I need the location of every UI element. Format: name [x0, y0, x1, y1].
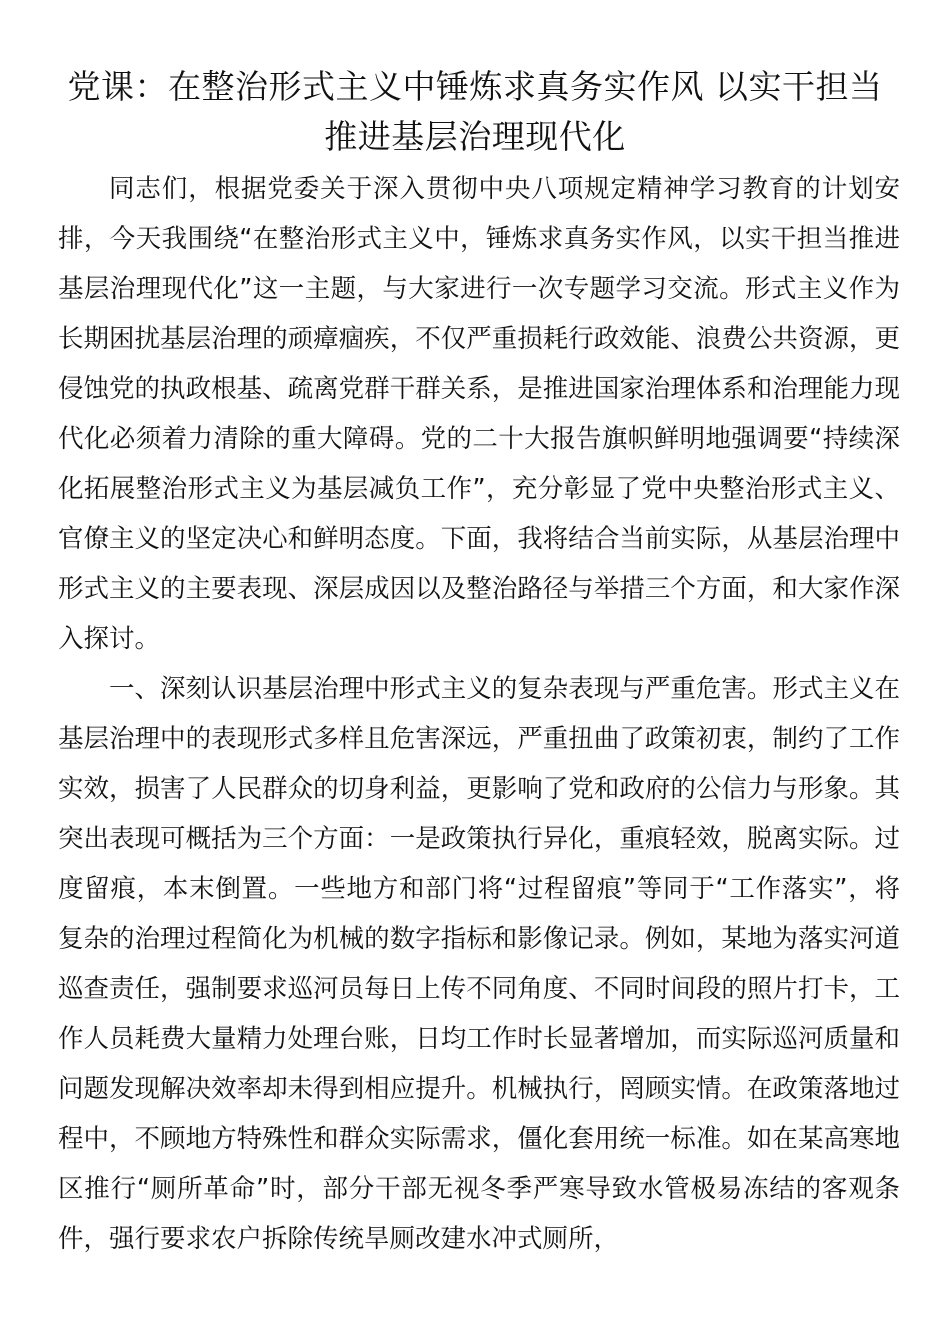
paragraph-section-one: 一、深刻认识基层治理中形式主义的复杂表现与严重危害。形式主义在基层治理中的表现形式多样且危害深远，严重扭曲了政策初衷，制约了工作实效，损害了人民群众的切身利益，更影响了党和政府的公信力与形象。其突出表现可概括为三个方面：一是政策执行异化，重痕轻效，脱离实际。过度留痕，本末倒置。一些地方和部门将“过程留痕”等同于“工作落实”，将复杂的治理过程简化为机械的数字指标和影像记录。例如，某地为落实河道巡查责任，强制要求巡河员每日上传不同角度、不同时间段的照片打卡，工作人员耗费大量精力处理台账，日均工作时长显著增加，而实际巡河质量和问题发现解决效率却未得到相应提升。机械执行，罔顾实情。在政策落地过程中，不顾地方特殊性和群众实际需求，僵化套用统一标准。如在某高寒地区推行“厕所革命”时，部分干部无视冬季严寒导致水管极易冻结的客观条件，强行要求农户拆除传统旱厕改建水冲式厕所， [58, 674, 900, 1254]
document-title: 党课：在整治形式主义中锤炼求真务实作风 以实干担当推进基层治理现代化 [67, 67, 883, 156]
document-body [58, 164, 900, 1264]
paragraph-intro: 同志们，根据党委关于深入贯彻中央八项规定精神学习教育的计划安排，今天我围绕“在整治形式主义中，锤炼求真务实作风，以实干担当推进基层治理现代化”这一主题，与大家进行一次专题学习交流。形式主义作为长期困扰基层治理的顽瘴痼疾，不仅严重损耗行政效能、浪费公共资源，更侵蚀党的执政根基、疏离党群干群关系，是推进国家治理体系和治理能力现代化必须着力清除的重大障碍。党的二十大报告旗帜鲜明地强调要“持续深化拓展整治形式主义为基层减负工作”，充分彰显了党中央整治形式主义、官僚主义的坚定决心和鲜明态度。下面，我将结合当前实际，从基层治理中形式主义的主要表现、深层成因以及整治路径与举措三个方面，和大家作深入探讨。 [58, 174, 900, 654]
